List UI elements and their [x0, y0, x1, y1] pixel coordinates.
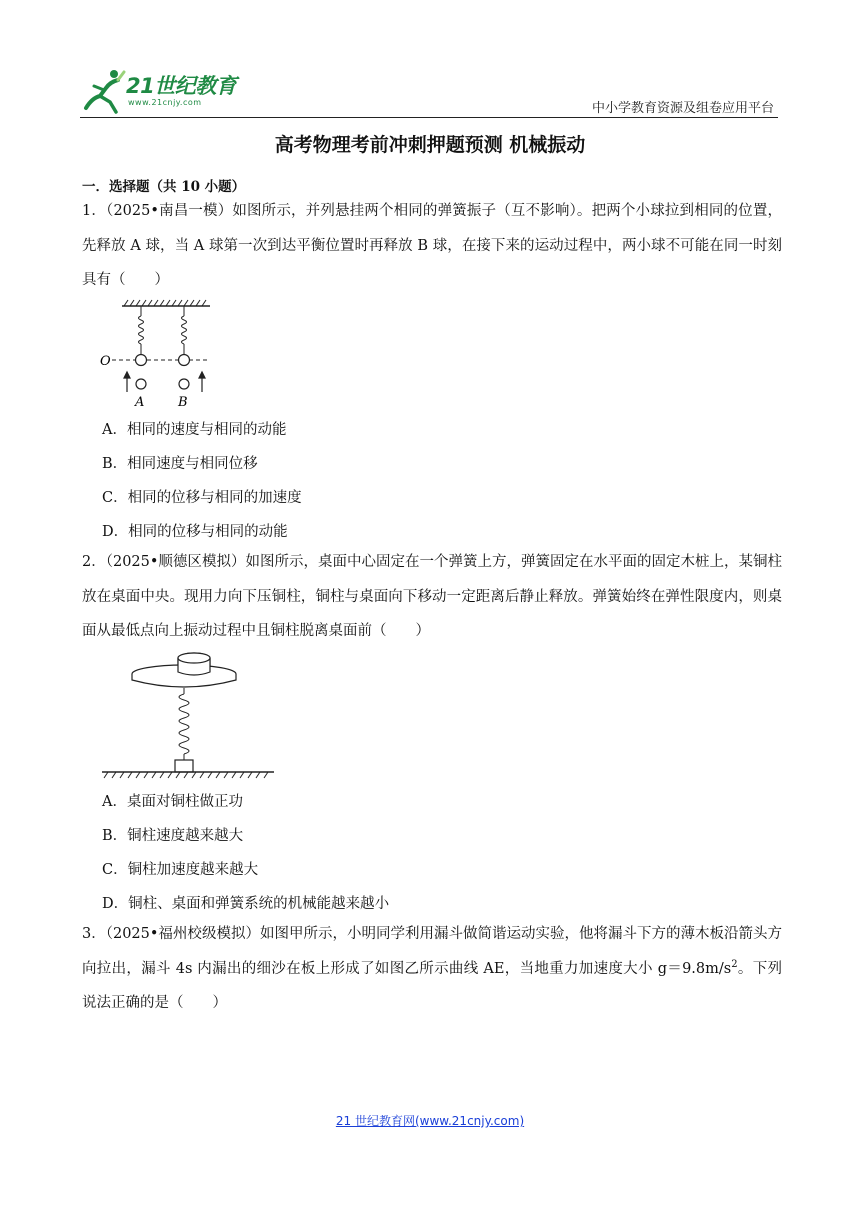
question-3-text-end: 。下列说法正确的是（ ） [82, 960, 782, 1011]
footer-link[interactable]: 21 世纪教育网(www.21cnjy.com) [335, 1114, 525, 1128]
logo-text: 21世纪教育 [126, 74, 237, 98]
q2-option-a[interactable]: A．桌面对铜柱做正功 [102, 794, 243, 810]
label-o: O [100, 354, 111, 369]
header-divider [80, 117, 778, 118]
question-2-text: 2．（2025•顺德区模拟）如图所示，桌面中心固定在一个弹簧上方，弹簧固定在水平面的固定木桩上，某铜柱放在桌面中央。现用力向下压铜柱，铜柱与桌面向下移动一定距离后静止释放。弹簧始终在弹性限度内，则桌面从最低点向上振动过程中且铜柱脱离桌面前（ ） [82, 554, 782, 639]
q2-option-c[interactable]: C．铜柱加速度越来越大 [102, 862, 259, 878]
platform-label: 中小学教育资源及组卷应用平台 [591, 101, 774, 116]
question-3-text: 3．（2025•福州校级模拟）如图甲所示，小明同学利用漏斗做简谐运动实验，他将漏斗下方的薄木板沿箭头方向拉出，漏斗 4s 内漏出的细沙在板上形成了如图乙所示曲线 AE，当地重力加速度大小 g＝9.8m/s [82, 926, 782, 977]
label-a: A [135, 395, 145, 410]
q1-option-a[interactable]: A．相同的速度与相同的动能 [102, 422, 287, 438]
question-2 [82, 545, 782, 649]
question-3-superscript: 2 [731, 958, 738, 970]
question-1-text: 1．（2025•南昌一模）如图所示，并列悬挂两个相同的弹簧振子（互不影响）。把两个小球拉到相同的位置，先释放 A 球，当 A 球第一次到达平衡位置时再释放 B 球，在接下来的运动过程中，两小球不可能在同一时刻具有（ ） [82, 203, 782, 288]
page-title: 高考物理考前冲刺押题预测 机械振动 [274, 134, 586, 156]
q1-option-b[interactable]: B．相同速度与相同位移 [102, 456, 258, 472]
label-b: B [178, 395, 188, 410]
question-1 [82, 194, 782, 298]
runner-icon [80, 68, 126, 114]
q2-option-d[interactable]: D．铜柱、桌面和弹簧系统的机械能越来越小 [102, 896, 390, 912]
logo-url: www.21cnjy.com [128, 98, 202, 107]
q1-option-c[interactable]: C．相同的位移与相同的加速度 [102, 490, 302, 506]
spring-oscillators-figure [98, 300, 218, 410]
question-3 [82, 917, 782, 1021]
logo [80, 66, 250, 118]
spring-table-figure [98, 648, 278, 784]
q2-option-b[interactable]: B．铜柱速度越来越大 [102, 828, 244, 844]
q1-option-d[interactable]: D．相同的位移与相同的动能 [102, 524, 288, 540]
section-heading: 一．选择题（共 10 小题） [82, 179, 246, 195]
